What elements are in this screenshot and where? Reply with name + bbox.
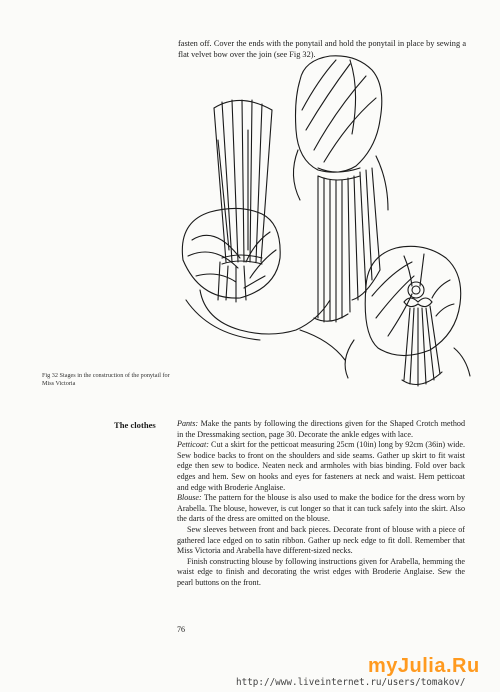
sleeves-paragraph: Sew sleeves between front and back pieces. Decorate front of blouse with a piece of gathered lace edged on to satin ribbon. Gather up neck edge to fit doll. Remember that Miss Victoria and Arabella have different-sized necks. (177, 524, 465, 556)
watermark-logo: myJulia.Ru (368, 655, 480, 677)
petticoat-paragraph (177, 440, 465, 493)
page-number: 76 (177, 625, 185, 634)
watermark-url[interactable]: http://www.liveinternet.ru/users/tomakov/ (236, 677, 466, 688)
blouse-paragraph (177, 493, 465, 525)
pants-text: Make the pants by following the directions given for the Shaped Crotch method in the Dressmaking section, page 30. Decorate the ankle edges with lace. (177, 419, 465, 439)
section-heading: The clothes (114, 420, 156, 430)
stage-3-head (345, 246, 470, 386)
petticoat-label: Petticoat: (177, 440, 209, 450)
petticoat-text: Cut a skirt for the petticoat measuring 25cm (10in) long by 92cm (36in) wide. Sew bodice backs to front on the shoulders and side seams. Gather up skirt to fit waist edge then sew to bodice. Neaten neck and armholes with bias binding. Fold over back edges and hem. Sew on hooks and eyes for fasteners at neck and waist. Hem petticoat and edge with Broderie Anglaise. (177, 440, 465, 492)
pants-paragraph (177, 419, 465, 440)
pants-label: Pants: (177, 419, 199, 428)
figure-caption: Fig 32 Stages in the construction of the ponytail for Miss Victoria (42, 372, 170, 387)
stage-2-head (293, 56, 388, 322)
finish-paragraph: Finish constructing blouse by following instructions given for Arabella, hemming the waist edge to finish and decorating the wrist edges with Broderie Anglaise. Sew the pearl buttons on the front. (177, 556, 465, 587)
blouse-label: Blouse: (177, 493, 202, 503)
blouse-text: The pattern for the blouse is also used to make the bodice for the dress worn by Arabella. The blouse, however, is cut longer so that it can tuck safely into the skirt. Also the darts of the dress are omitted on the blouse. (177, 493, 465, 524)
section-body (177, 419, 465, 589)
intro-paragraph: fasten off. Cover the ends with the ponytail and hold the ponytail in place by sewing a flat velvet bow over the join (see Fig 32). (178, 39, 466, 60)
